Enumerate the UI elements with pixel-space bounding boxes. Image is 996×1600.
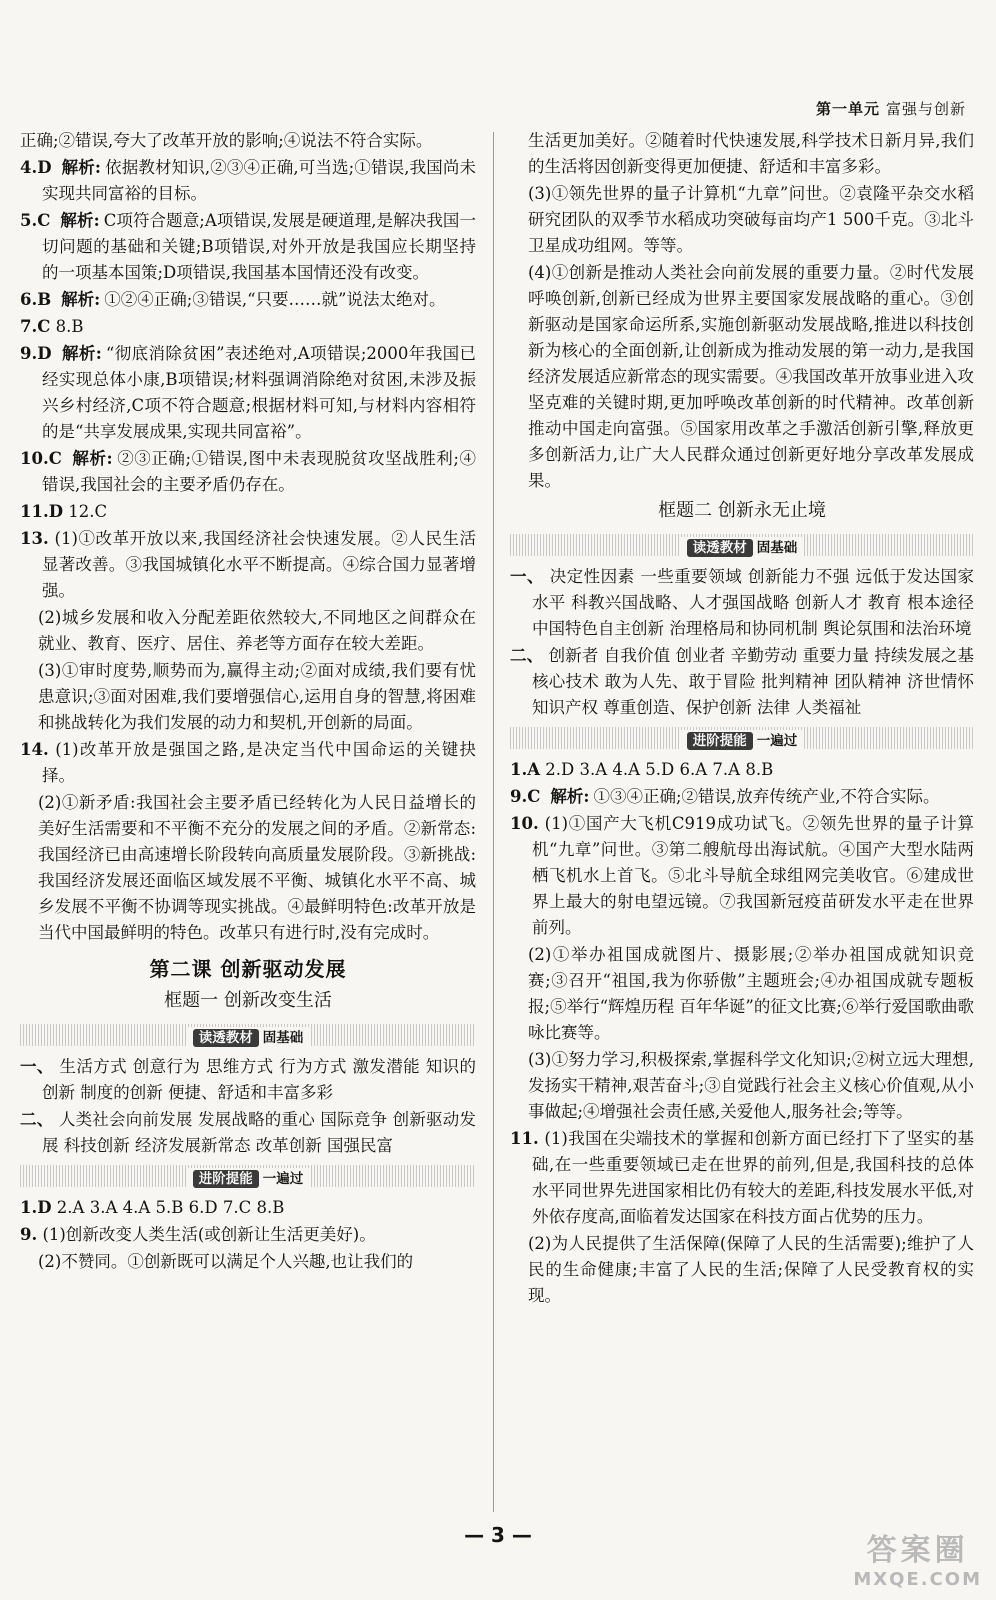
answer-number: 11.D <box>20 502 64 521</box>
answer-item <box>20 1195 476 1221</box>
answer-text: 依据教材知识,②③④正确,可当选;①错误,我国尚未实现共同富裕的目标。 <box>42 158 477 203</box>
answer-item <box>20 499 476 525</box>
analysis-label: 解析: <box>60 211 100 230</box>
answer-text: 生活方式 创意行为 思维方式 行为方式 激发潜能 知识的创新 制度的创新 便捷、舒适和丰富多彩 <box>42 1057 477 1102</box>
answer-number: 13. <box>20 529 49 548</box>
answer-subitem: (2)不赞同。①创新既可以满足个人兴趣,也让我们的 <box>38 1252 414 1271</box>
answer-continuation: 正确;②错误,夸大了改革开放的影响;④说法不符合实际。 <box>20 131 433 150</box>
section-banner-label: 读透教材 <box>193 1029 259 1047</box>
lesson-title: 第二课 创新驱动发展 <box>149 957 347 981</box>
section-banner-label: 进阶提能 <box>687 732 753 750</box>
answer-text: (1)改革开放是强国之路,是决定当代中国命运的关键抉择。 <box>42 740 476 785</box>
answer-number: 二、 <box>20 1110 54 1129</box>
answer-text: (1)创新改变人类生活(或创新让生活更美好)。 <box>42 1225 376 1244</box>
answer-subitem: (2)①举办祖国成就图片、摄影展;②举办祖国成就知识竞赛;③召开“祖国,我为你骄傲”主题班会;④办祖国成就专题板报;⑤举行“辉煌历程 百年华诞”的征文比赛;⑥举行爱国歌曲歌咏比赛等。 <box>528 945 974 1042</box>
analysis-label: 解析: <box>71 449 113 468</box>
answer-number: 1.D <box>20 1198 52 1217</box>
answer-number: 6.B <box>20 290 52 309</box>
answer-text: (1)①改革开放以来,我国经济社会快速发展。②人民生活显著改善。③我国城镇化水平不断提高。④综合国力显著增强。 <box>42 529 476 600</box>
section-banner-pill <box>187 1168 310 1190</box>
answer-item <box>510 1126 974 1230</box>
answer-text: 决定性因素 一些重要领域 创新能力不强 远低于发达国家水平 科教兴国战略、人才强国战略 创新人才 教育 根本途径 中国特色自主创新 治理格局和协同机制 舆论氛围和法治环境 <box>532 567 974 638</box>
section-banner-label: 读透教材 <box>687 539 753 557</box>
answer-subitem: (3)①审时度势,顺势而为,赢得主动;②面对成绩,我们要有忧患意识;③面对困难,我们要增强信心,运用自身的智慧,将困难和挑战转化为我们发展的动力和契机,开创新的局面。 <box>38 661 476 732</box>
answer-subitem: (2)城乡发展和收入分配差距依然较大,不同地区之间群众在就业、教育、医疗、居住、养老等方面存在较大差距。 <box>38 608 476 653</box>
topic-title: 框题一 创新改变生活 <box>164 990 332 1011</box>
section-banner-sublabel: 固基础 <box>756 540 798 556</box>
answer-number: 14. <box>20 740 49 759</box>
column-divider <box>493 132 494 1512</box>
answer-item <box>510 564 974 642</box>
answer-item <box>20 526 476 604</box>
answer-item <box>20 314 476 340</box>
page-number: — 3 — <box>464 1523 532 1547</box>
section-banner <box>510 727 974 749</box>
answer-item <box>510 757 974 783</box>
answer-item <box>20 1054 476 1106</box>
answer-number: 10. <box>510 814 539 833</box>
answer-subitem: (3)①领先世界的量子计算机“九章”问世。②袁隆平杂交水稻研究团队的双季节水稻成功突破每亩均产1 500千克。③北斗卫星成功组网。等等。 <box>528 184 974 255</box>
answer-item <box>510 784 974 810</box>
section-banner <box>20 1024 476 1046</box>
answer-number: 9.C <box>510 787 541 806</box>
answer-text: 人类社会向前发展 发展战略的重心 国际竞争 创新驱动发展 科技创新 经济发展新常态 改革创新 国强民富 <box>42 1110 476 1155</box>
answer-subitem: (3)①努力学习,积极探索,掌握科学文化知识;②树立远大理想,发扬实干精神,艰苦奋斗;③自觉践行社会主义核心价值观,从小事做起;④增强社会责任感,关爱他人,服务社会;等等。 <box>528 1050 974 1121</box>
answer-item <box>20 155 476 207</box>
answer-subitem: (2)①新矛盾:我国社会主要矛盾已经转化为人民日益增长的美好生活需要和不平衡不充分的发展之间的矛盾。②新常态:我国经济已由高速增长阶段转向高质量发展阶段。③新挑战:我国经济发展还面临区域发展不平衡、城镇化水平不高、城乡发展不平衡不协调等现实挑战。④最鲜明特色:改革开放是当代中国最鲜明的特色。改革只有进行时,没有完成时。 <box>38 793 476 942</box>
section-banner-label: 进阶提能 <box>193 1170 259 1188</box>
section-banner-pill <box>681 537 804 559</box>
answer-number: 9.D <box>20 344 52 363</box>
answer-number: 一、 <box>20 1057 54 1076</box>
answer-number: 9. <box>20 1225 38 1244</box>
answer-number: 5.C <box>20 211 51 230</box>
answer-text: ①②④正确;③错误,“只要……就”说法太绝对。 <box>104 290 446 309</box>
answer-text: 2.D 3.A 4.A 5.D 6.A 7.A 8.B <box>545 760 774 779</box>
section-banner-pill <box>681 730 804 752</box>
header-title: 富强与创新 <box>885 100 966 118</box>
watermark-logo <box>853 1525 982 1590</box>
section-banner-pill <box>187 1027 310 1049</box>
analysis-label: 解析: <box>61 158 102 177</box>
answer-text: ①③④正确;②错误,放弃传统产业,不符合实际。 <box>593 787 940 806</box>
answer-text: (1)①国产大飞机C919成功试飞。②领先世界的量子计算机“九章”问世。③第二艘航母出海试航。④国产大型水陆两栖飞机水上首飞。⑤北斗导航全球组网完美收官。⑥建成世界上最大的射电望远镜。⑦我国新冠疫苗研发水平走在世界前列。 <box>532 814 974 937</box>
watermark-line2: MXQE.COM <box>853 1569 982 1590</box>
answer-number: 11. <box>510 1129 539 1148</box>
answer-number: 4.D <box>20 158 52 177</box>
answer-number: 10.C <box>20 449 62 468</box>
section-banner <box>510 534 974 556</box>
section-banner-sublabel: 一遍过 <box>756 733 798 749</box>
answer-item <box>20 341 476 445</box>
answer-number: 1.A <box>510 760 541 779</box>
answer-item <box>510 811 974 941</box>
analysis-label: 解析: <box>61 344 102 363</box>
watermark-line1: 答案圈 <box>866 1533 969 1568</box>
answer-item <box>20 1222 476 1248</box>
header-unit: 第一单元 <box>815 100 880 118</box>
answer-item <box>20 1107 476 1159</box>
answer-text: “彻底消除贫困”表述绝对,A项错误;2000年我国已经实现总体小康,B项错误;材料强调消除绝对贫困,未涉及振兴乡村经济,C项不符合题意;根据材料可知,与材料内容相符的是“共享发展成果,实现共同富裕”。 <box>42 344 476 441</box>
running-header <box>816 98 966 119</box>
answer-text: 创新者 自我价值 创业者 辛勤劳动 重要力量 持续发展之基 核心技术 敢为人先、敢于冒险 批判精神 团队精神 济世情怀 知识产权 尊重创造、保护创新 法律 人类福祉 <box>532 646 974 717</box>
answer-number: 一、 <box>510 567 544 586</box>
answer-subitem: (4)①创新是推动人类社会向前发展的重要力量。②时代发展呼唤创新,创新已经成为世界主要国家发展战略的重心。③创新驱动是国家命运所系,实施创新驱动发展战略,推进以科技创新为核心的全面创新,让创新成为推动发展的第一动力,是我国经济发展适应新常态的现实需要。④我国改革开放事业进入攻坚克难的关键时期,更加呼唤改革创新的时代精神。改革创新推动中国走向富强。⑤国家用改革之手激活创新引擎,释放更多创新活力,让广大人民群众通过创新更好地分享改革发展成果。 <box>528 263 974 490</box>
answer-subitem: (2)为人民提供了生活保障(保障了人民的生活需要);维护了人民的生命健康;丰富了人民的生活;保障了人民受教育权的实现。 <box>528 1234 974 1305</box>
answer-text: C项符合题意;A项错误,发展是硬道理,是解决我国一切问题的基础和关键;B项错误,对外开放是我国应长期坚持的一项基本国策;D项错误,我国基本国情还没有改变。 <box>42 211 477 282</box>
section-banner-sublabel: 固基础 <box>262 1030 304 1046</box>
answer-item <box>20 737 476 789</box>
answer-item <box>20 287 476 313</box>
answer-item <box>20 208 476 286</box>
left-column <box>20 128 476 1276</box>
section-banner <box>20 1165 476 1187</box>
answer-text: 12.C <box>68 502 108 521</box>
answer-text: ②③正确;①错误,图中未表现脱贫攻坚战胜利;④错误,我国社会的主要矛盾仍存在。 <box>42 449 476 494</box>
answer-number: 二、 <box>510 646 544 665</box>
answer-item <box>510 643 974 721</box>
answer-text: 2.A 3.A 4.A 5.B 6.D 7.C 8.B <box>56 1198 285 1217</box>
answer-number: 7.C <box>20 317 51 336</box>
answer-text: (1)我国在尖端技术的掌握和创新方面已经打下了坚实的基础,在一些重要领域已走在世界的前列,但是,我国科技的总体水平同世界先进国家相比仍有较大的差距,科技发展水平低,对外依存度高,面临着发达国家在科技方面占优势的压力。 <box>532 1129 974 1226</box>
section-banner-sublabel: 一遍过 <box>262 1171 304 1187</box>
answer-text: 8.B <box>55 317 84 336</box>
analysis-label: 解析: <box>550 787 590 806</box>
answer-subitem: 生活更加美好。②随着时代快速发展,科学技术日新月异,我们的生活将因创新变得更加便捷、舒适和丰富多彩。 <box>528 131 974 176</box>
answer-item <box>20 446 476 498</box>
right-column <box>510 128 974 1310</box>
analysis-label: 解析: <box>61 290 101 309</box>
topic-title: 框题二 创新永无止境 <box>658 500 826 521</box>
